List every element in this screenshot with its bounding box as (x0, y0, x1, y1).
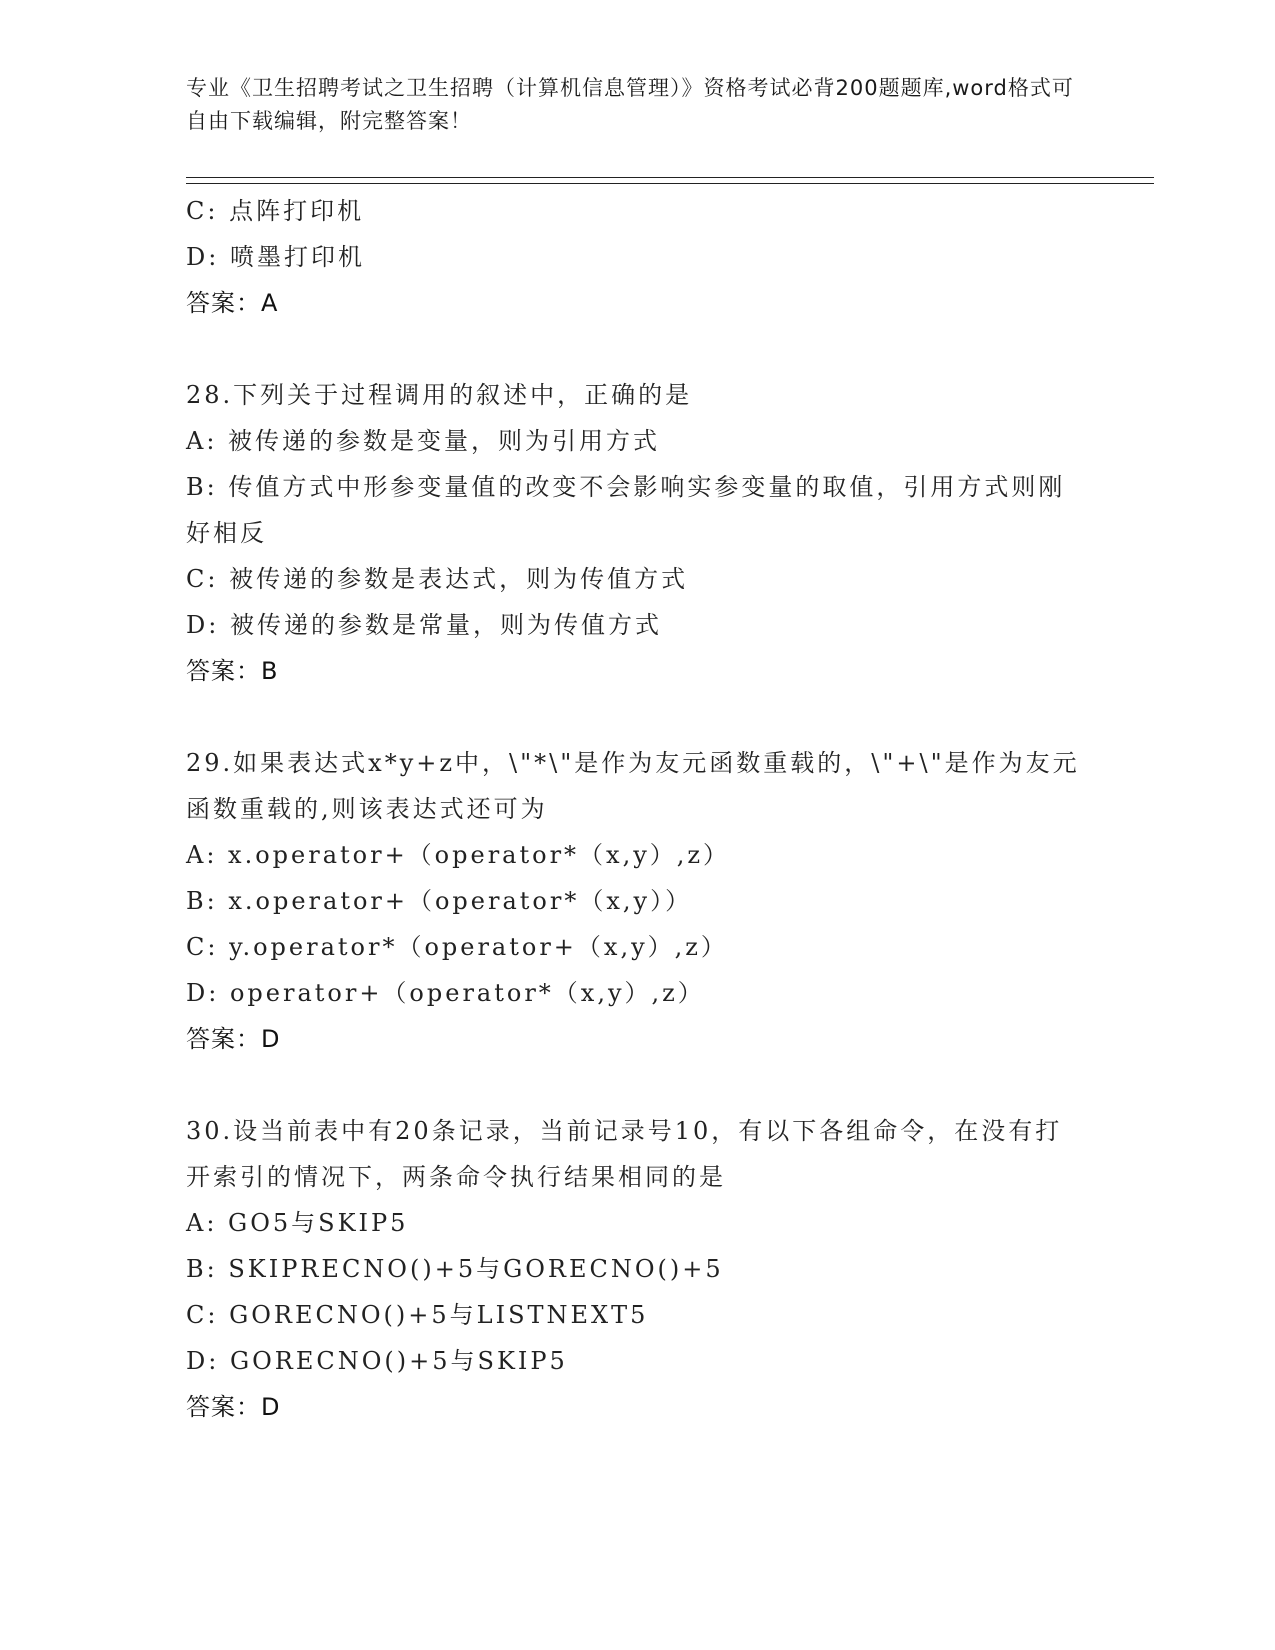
option-b: B: x.operator+（operator*（x,y）） (186, 887, 693, 915)
question-stem: 28.下列关于过程调用的叙述中，正确的是 (186, 381, 693, 409)
option-a: A: 被传递的参数是变量，则为引用方式 (186, 427, 661, 455)
answer: 答案：D (186, 1025, 281, 1053)
option-c: C: GORECNO()+5与LISTNEXT5 (186, 1301, 649, 1329)
option-c: C: 点阵打印机 (186, 197, 365, 225)
option-d: D: 喷墨打印机 (186, 243, 365, 271)
option-c: C: 被传递的参数是表达式，则为传值方式 (186, 565, 689, 593)
question-stem: 29.如果表达式x*y+z中，\"*\"是作为友元函数重载的，\"+\"是作为友元函数重载的,则该表达式还可为 (186, 749, 1080, 823)
header-divider-top (186, 177, 1154, 178)
question-27-tail (186, 188, 1086, 326)
option-a: A: GO5与SKIP5 (186, 1209, 409, 1237)
question-30 (186, 1108, 1086, 1430)
question-stem: 30.设当前表中有20条记录，当前记录号10，有以下各组命令，在没有打开索引的情况下，两条命令执行结果相同的是 (186, 1117, 1063, 1191)
document-header (186, 72, 1086, 138)
document-body (186, 188, 1086, 1430)
option-d: D: 被传递的参数是常量，则为传值方式 (186, 611, 662, 639)
option-a: A: x.operator+（operator*（x,y）,z） (186, 841, 731, 869)
option-b: B: SKIPRECNO()+5与GORECNO()+5 (186, 1255, 724, 1283)
option-b: B: 传值方式中形参变量值的改变不会影响实参变量的取值，引用方式则刚好相反 (186, 473, 1066, 547)
option-c: C: y.operator*（operator+（x,y）,z） (186, 933, 728, 961)
answer: 答案：A (186, 289, 279, 317)
question-28 (186, 372, 1086, 694)
header-title: 专业《卫生招聘考试之卫生招聘（计算机信息管理）》资格考试必背200题题库,word格式可自由下载编辑，附完整答案！ (186, 76, 1074, 133)
answer: 答案：B (186, 657, 279, 685)
header-divider-bottom (186, 183, 1154, 184)
option-d: D: GORECNO()+5与SKIP5 (186, 1347, 568, 1375)
option-d: D: operator+（operator*（x,y）,z） (186, 979, 705, 1007)
answer: 答案：D (186, 1393, 281, 1421)
question-29 (186, 740, 1086, 1062)
